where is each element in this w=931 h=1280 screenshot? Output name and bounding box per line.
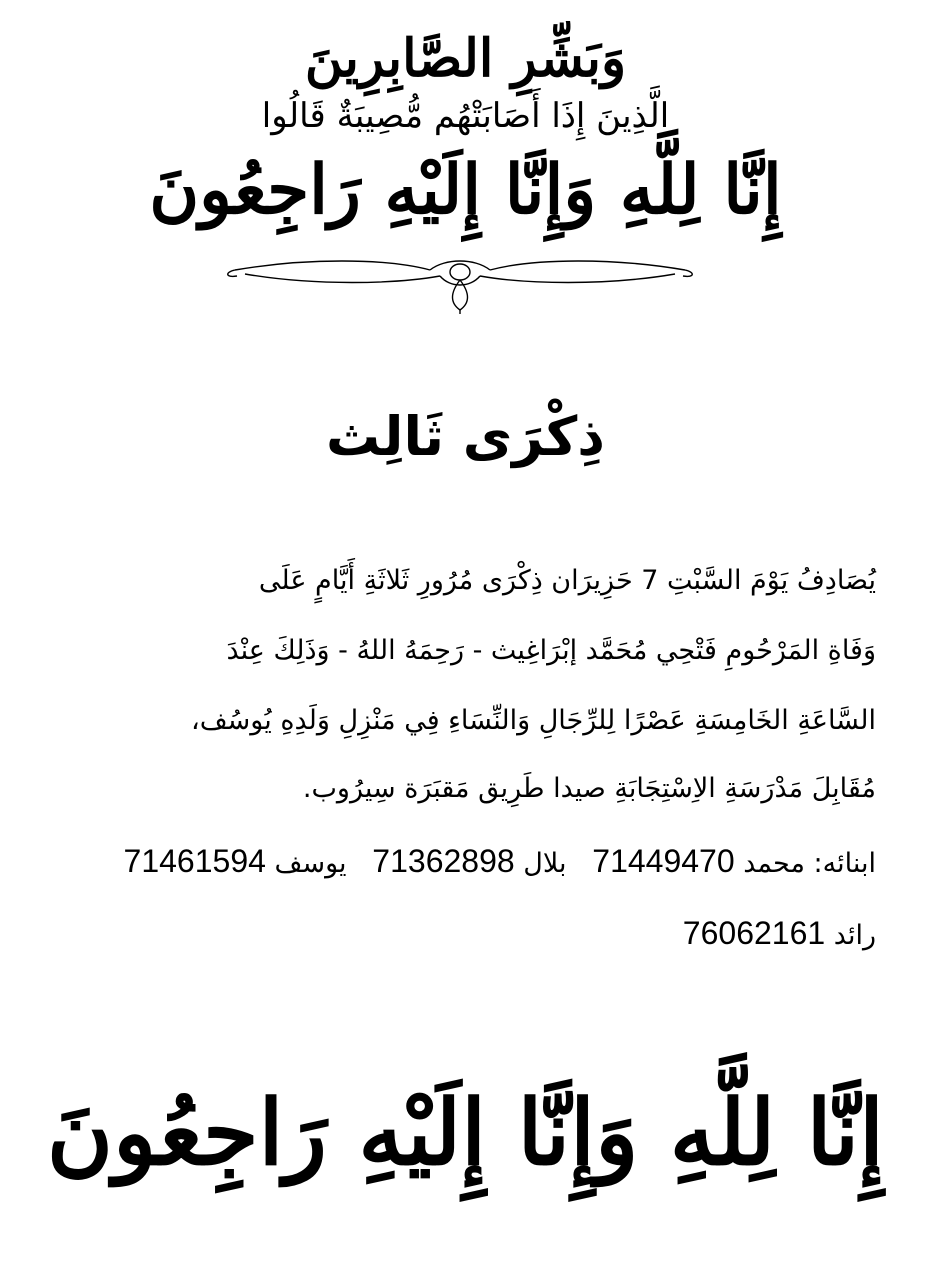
announcement-line-3: السَّاعَةِ الخَامِسَةِ عَصْرًا لِلرِّجَالِ وَالنِّسَاءِ فِي مَنْزِلِ وَلَدِهِ يُوسُف، [190,705,876,736]
contacts-label: ابنائه: [813,848,876,879]
announcement-line-4: مُقَابِلَ مَدْرَسَةِ الاِسْتِجَابَةِ صيدا طَرِيق مَقبَرَة سِيرُوب. [302,773,876,804]
announcement-line-2: وَفَاةِ المَرْحُومِ فَتْحِي مُحَمَّد إبْرَاغِيث - رَحِمَهُ اللهُ - وَذَلِكَ عِنْدَ [226,635,876,666]
contact-name: محمد [743,848,805,879]
contact-phone: 76062161 [682,915,826,951]
contacts-line-1 [124,843,876,880]
contact-name: رائد [833,920,876,951]
contact-name: بلال [523,848,567,879]
contact-phone: 71362898 [372,843,515,879]
verse-line-1: وَبَشِّرِ الصَّابِرِينَ [304,28,627,89]
page-title: ذِكْرَى ثَالِث [326,405,605,468]
verse-line-2: الَّذِينَ إِذَا أَصَابَتْهُم مُّصِيبَةٌ قَالُوا [261,96,670,136]
contact-phone: 71461594 [123,843,266,879]
contact-phone: 71449470 [592,843,735,879]
ornament-divider-icon [225,248,695,316]
footer-calligraphy: إِنَّا لِلَّهِ وَإِنَّا إِلَيْهِ رَاجِعُونَ [46,1080,885,1186]
verse-line-3: إِنَّا لِلَّهِ وَإِنَّا إِلَيْهِ رَاجِعُونَ [149,150,782,230]
announcement-line-1: يُصَادِفُ يَوْمَ السَّبْتِ 7 حَزِيرَان ذِكْرَى مُرُورِ ثَلاثَةِ أَيَّامٍ عَلَى [258,565,876,596]
contacts-line-2 [683,915,876,952]
contact-name: يوسف [274,848,347,879]
